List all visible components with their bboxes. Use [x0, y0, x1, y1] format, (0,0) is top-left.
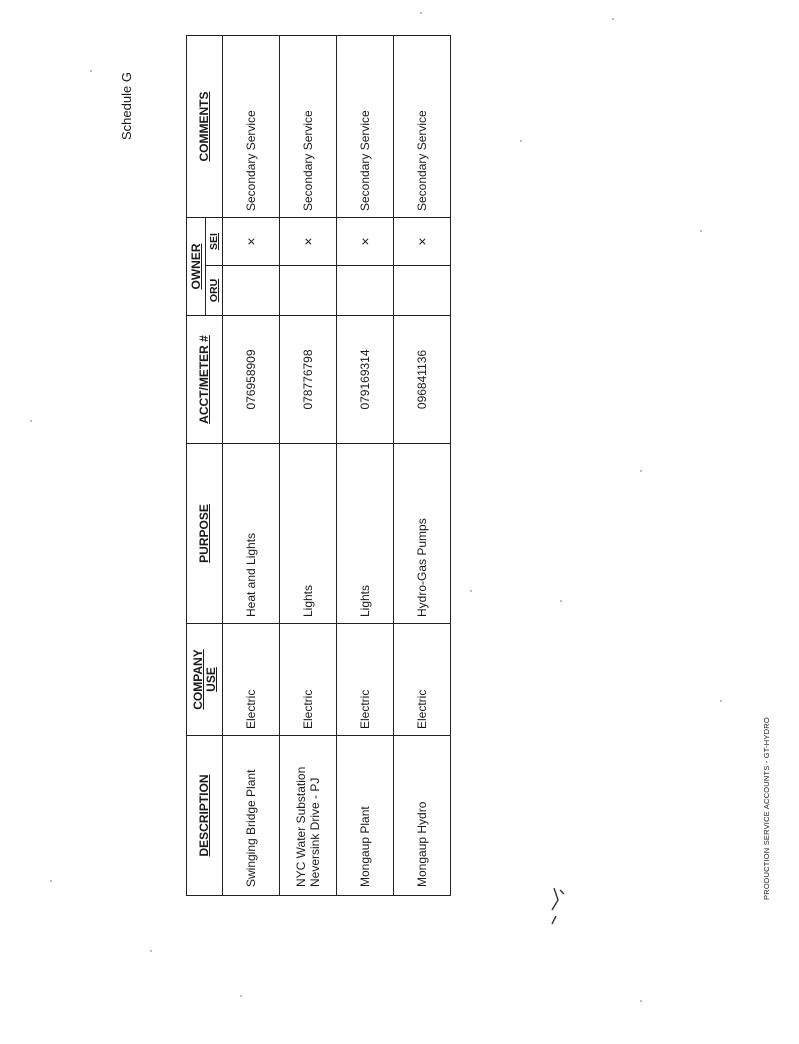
scan-speck — [612, 18, 614, 20]
cell-purpose: Hydro-Gas Pumps — [394, 444, 451, 624]
cell-owner-sei: × — [280, 218, 337, 266]
scan-speck — [50, 880, 52, 882]
scan-speck — [240, 995, 242, 997]
header-description: DESCRIPTION — [187, 736, 223, 896]
cell-owner-sei: × — [337, 218, 394, 266]
header-owner-sei: SEI — [206, 218, 223, 266]
cell-company-use: Electric — [223, 624, 280, 736]
cell-acct-meter: 07695890​9 — [223, 316, 280, 444]
cell-purpose: Heat and Lights — [223, 444, 280, 624]
scan-speck — [30, 420, 32, 422]
cell-description — [337, 736, 394, 896]
cell-acct-meter: 079169314 — [337, 316, 394, 444]
table-row — [280, 36, 337, 896]
table-row — [394, 36, 451, 896]
cell-purpose: Lights — [280, 444, 337, 624]
header-company-use-line1: COMPANY — [190, 649, 205, 710]
scan-speck — [520, 140, 522, 142]
cell-comments: Secondary Service — [337, 36, 394, 218]
header-purpose: PURPOSE — [187, 444, 223, 624]
cell-owner-oru — [337, 266, 394, 316]
scan-speck — [560, 600, 562, 602]
scan-speck — [420, 12, 422, 14]
scan-speck — [720, 700, 722, 702]
cell-description — [223, 736, 280, 896]
scan-speck — [640, 470, 642, 472]
cell-comments: Secondary Service — [280, 36, 337, 218]
header-owner-oru: ORU — [206, 266, 223, 316]
header-owner: OWNER — [187, 218, 206, 316]
header-company-use — [187, 624, 223, 736]
cell-comments: Secondary Service — [394, 36, 451, 218]
cell-company-use: Electric — [394, 624, 451, 736]
service-accounts-table — [186, 35, 451, 896]
table-row — [337, 36, 394, 896]
cell-purpose: Lights — [337, 444, 394, 624]
description-line1: Mongaup Hydro — [415, 801, 429, 887]
header-company-use-line2: USE — [203, 667, 218, 692]
handwritten-mark — [548, 880, 588, 930]
description-line1: Swinging Bridge Plant — [244, 769, 258, 887]
cell-owner-oru — [394, 266, 451, 316]
cell-comments: Secondary Service — [223, 36, 280, 218]
service-accounts-table-wrapper — [186, 36, 450, 896]
scan-speck — [150, 950, 152, 952]
cell-company-use: Electric — [280, 624, 337, 736]
footer-label: PRODUCTION SERVICE ACCOUNTS - GT-HYDRO — [762, 717, 771, 900]
cell-acct-meter: 078776798 — [280, 316, 337, 444]
header-comments: COMMENTS — [187, 36, 223, 218]
scan-speck — [90, 70, 92, 72]
cell-owner-oru — [223, 266, 280, 316]
description-line1: NYC Water Substation — [294, 766, 308, 887]
cell-description — [280, 736, 337, 896]
cell-description — [394, 736, 451, 896]
cell-company-use: Electric — [337, 624, 394, 736]
header-acct-meter: ACCT/METER # — [187, 316, 223, 444]
cell-owner-sei: × — [394, 218, 451, 266]
cell-owner-sei: × — [223, 218, 280, 266]
description-line1: Mongaup Plant — [358, 806, 372, 887]
scan-speck — [470, 590, 472, 592]
cell-owner-oru — [280, 266, 337, 316]
table-row — [223, 36, 280, 896]
scan-speck — [700, 230, 702, 232]
schedule-label: Schedule G — [119, 72, 134, 140]
scan-speck — [640, 1000, 642, 1002]
description-line2: Neversink Drive - PJ — [308, 777, 322, 887]
table-header-row — [187, 36, 206, 896]
cell-acct-meter: 096841136 — [394, 316, 451, 444]
